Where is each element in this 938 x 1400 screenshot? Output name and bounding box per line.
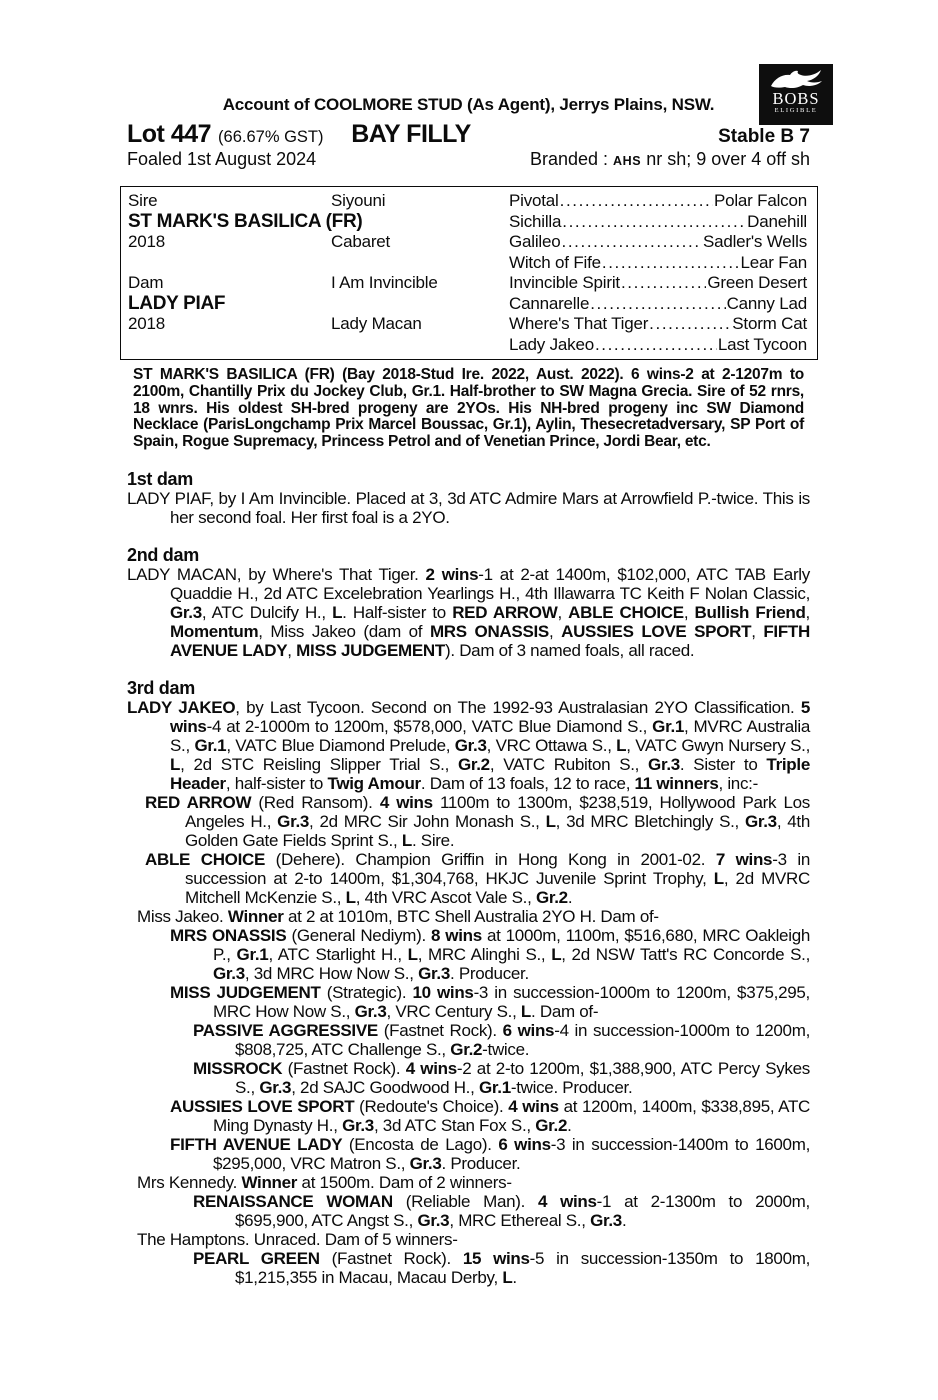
ancestor-row — [509, 335, 807, 356]
foaled-date: Foaled 1st August 2024 — [127, 149, 317, 169]
ancestor-name: Witch of Fife — [509, 252, 601, 272]
ancestor-sire: Danehill — [747, 211, 807, 231]
dam-heading: 3rd dam — [127, 677, 195, 698]
dot-leader — [562, 212, 746, 233]
ancestor-sire: Storm Cat — [732, 314, 807, 333]
foal-row — [127, 149, 810, 172]
sire-role-label: Sire — [128, 191, 158, 210]
dot-leader — [590, 294, 725, 315]
dam-ancestors-column — [509, 273, 807, 355]
dot-leader — [560, 191, 713, 212]
ancestor-row — [509, 212, 807, 233]
pedigree-paragraph: MISS JUDGEMENT (Strategic). 10 wins-3 in succession-1000m to 1200m, $375,295, MRC How Now S., Gr.3, VRC Century S., L. Dam of- — [170, 982, 810, 1021]
ancestor-name: Invincible Spirit — [509, 273, 620, 292]
pedigree-sire-half — [128, 191, 807, 273]
dot-leader — [621, 273, 706, 294]
ancestor-row — [509, 273, 807, 294]
branded-prefix: Branded : — [529, 149, 614, 169]
dam-section — [127, 546, 810, 660]
sire-blurb: ST MARK'S BASILICA (FR) (Bay 2018-Stud Ire. 2022, Aust. 2022). 6 wins-2 at 2-1207m to 2100m, Chantilly Prix du Jockey Club, Gr.1. Half-brother to SW Magna Grecia. Sire of 52 rnrs, 18 wnrs. His oldest SH-bred progeny are 2YOs. His NH-bred progeny inc SW Diamond Necklace (ParisLongchamp Prix Marcel Boussac, Gr.1), Aylin, Thesecretadversary, SP Port of Spain, Rogue Supremacy, Princess Petrol and of Venetian Prince, Jordi Bear, etc. — [133, 366, 804, 451]
ancestor-name: Sichilla — [509, 211, 562, 231]
dam-granddam: Lady Macan — [331, 314, 422, 333]
ancestor-row — [509, 253, 807, 274]
ancestor-sire: Green Desert — [707, 273, 807, 292]
ancestor-name: Pivotal — [509, 191, 559, 210]
account-line: Account of COOLMORE STUD (As Agent), Jerrys Plains, NSW. — [222, 95, 715, 114]
pedigree-paragraph: LADY PIAF, by I Am Invincible. Placed at 3, 3d ATC Admire Mars at Arrowfield P.-twice. This is her second foal. Her first foal is a 2YO. — [127, 488, 810, 527]
pedigree-paragraph: PASSIVE AGGRESSIVE (Fastnet Rock). 6 wins-4 in succession-1000m to 1200m, $808,725, ATC Challenge S., Gr.2-twice. — [193, 1020, 811, 1059]
pedigree-paragraph: ABLE CHOICE (Dehere). Champion Griffin in Hong Kong in 2001-02. 7 wins-3 in succession at 2-to 1400m, $1,304,768, HKJC Juvenile Sprint Trophy, L, 2d MVRC Mitchell McKenzie S., L, 4th VRC Ascot Vale S., Gr.2. — [145, 849, 810, 907]
dot-leader — [595, 335, 717, 356]
pedigree-paragraph: Miss Jakeo. Winner at 2 at 1010m, BTC Shell Australia 2YO H. Dam of- — [137, 906, 659, 926]
sire-name: ST MARK'S BASILICA (FR) — [128, 210, 363, 232]
pedigree-paragraph: Mrs Kennedy. Winner at 1500m. Dam of 2 winners- — [137, 1172, 512, 1192]
ancestor-row — [509, 294, 807, 315]
brand-code: AHS — [613, 154, 642, 168]
dam-section — [127, 470, 810, 527]
ancestor-sire: Last Tycoon — [717, 334, 807, 354]
bobs-logo-title: BOBS — [772, 89, 820, 108]
dam-heading: 2nd dam — [127, 544, 199, 565]
ancestor-row — [509, 232, 807, 253]
ancestor-name: Where's That Tiger — [509, 314, 649, 333]
pedigree-paragraph: FIFTH AVENUE LADY (Encosta de Lago). 6 wins-3 in succession-1400m to 1600m, $295,000, VRC Matron S., Gr.3. Producer. — [170, 1134, 811, 1173]
pedigree-paragraph: The Hamptons. Unraced. Dam of 5 winners- — [137, 1229, 458, 1249]
stable-number: Stable B 7 — [718, 126, 810, 147]
pedigree-dam-half — [128, 273, 807, 355]
ancestor-name: Lady Jakeo — [509, 334, 594, 354]
branded-suffix: nr sh; 9 over 4 off sh — [641, 149, 810, 169]
ancestor-name: Cannarelle — [509, 293, 590, 313]
dam-section — [127, 679, 810, 1287]
pedigree-paragraph: LADY MACAN, by Where's That Tiger. 2 wins-1 at 2-at 1400m, $102,000, ATC TAB Early Quaddie H., 2d ATC Excelebration Yearlings H., 4th Illawarra TC Keith F Nolan Classic, Gr.3, ATC Dulcify H., L. Half-sister to RED ARROW, ABLE CHOICE, Bullish Friend, Momentum, Miss Jakeo (dam of MRS ONASSIS, AUSSIES LOVE SPORT, FIFTH AVENUE LADY, MISS JUDGEMENT). Dam of 3 named foals, all raced. — [127, 564, 810, 660]
pedigree-paragraph: MRS ONASSIS (General Nediym). 8 wins at 1000m, 1100m, $516,680, MRC Oakleigh P., Gr.1, ATC Starlight H., L, MRC Alinghi S., L, 2d NSW Tatt's RC Concorde S., Gr.3, 3d MRC How Now S., Gr.3. Producer. — [170, 925, 810, 983]
dam-column — [128, 273, 331, 355]
branded-line — [530, 149, 810, 172]
ancestor-sire: Lear Fan — [740, 252, 807, 272]
pedigree-paragraph: RED ARROW (Red Ransom). 4 wins 1100m to 1300m, $238,519, Hollywood Park Los Angeles H., Gr.3, 2d MRC Sir John Monash S., L, 3d MRC Bletchingly S., Gr.3, 4th Golden Gate Fields Sprint S., L. Sire. — [145, 792, 810, 850]
dam-role-label: Dam — [128, 273, 164, 292]
pedigree-paragraph: RENAISSANCE WOMAN (Reliable Man). 4 wins-1 at 2-1300m to 2000m, $695,900, ATC Angst S., Gr.3, MRC Ethereal S., Gr.3. — [193, 1191, 810, 1230]
lot-number: Lot 447 — [127, 120, 212, 148]
sire-grandsire: Siyouni — [331, 191, 386, 210]
dot-leader — [562, 232, 702, 253]
sire-granddam: Cabaret — [331, 232, 391, 251]
ancestor-sire: Sadler's Wells — [702, 232, 807, 251]
dam-sections — [127, 470, 810, 1287]
sire-parents-column — [331, 191, 509, 273]
pedigree-paragraph: PEARL GREEN (Fastnet Rock). 15 wins-5 in succession-1350m to 1800m, $1,215,355 in Macau, Macau Derby, L. — [193, 1248, 811, 1287]
ancestor-sire: Polar Falcon — [713, 191, 807, 210]
dot-leader — [602, 253, 740, 274]
sire-ancestors-column — [509, 191, 807, 273]
dam-name: LADY PIAF — [128, 292, 226, 314]
page-title: BAY FILLY — [351, 120, 471, 148]
sire-year: 2018 — [128, 232, 166, 251]
pedigree-table — [120, 186, 818, 360]
ancestor-row — [509, 191, 807, 212]
dot-leader — [649, 314, 731, 335]
ancestor-sire: Canny Lad — [726, 293, 807, 313]
dam-year: 2018 — [128, 314, 166, 333]
dam-grandsire: I Am Invincible — [331, 273, 438, 292]
lot-row — [127, 120, 810, 147]
ancestor-row — [509, 314, 807, 335]
gst-note: (66.67% GST) — [218, 128, 324, 146]
bobs-logo-subtitle: ELIGIBLE — [774, 107, 818, 114]
pedigree-paragraph: MISSROCK (Fastnet Rock). 4 wins-2 at 2-to 1200m, $1,388,900, ATC Percy Sykes S., Gr.3, 2d SAJC Goodwood H., Gr.1-twice. Producer. — [193, 1058, 810, 1097]
catalogue-content — [127, 0, 810, 1287]
pedigree-paragraph: LADY JAKEO, by Last Tycoon. Second on The 1992-93 Australasian 2YO Classification. 5 wins-4 at 2-1000m to 1200m, $578,000, VATC Blue Diamond S., Gr.1, MVRC Australia S., Gr.1, VATC Blue Diamond Prelude, Gr.3, VRC Ottawa S., L, VATC Gwyn Nursery S., L, 2d STC Reisling Slipper Trial S., Gr.2, VATC Rubiton S., Gr.3. Sister to Triple Header, half-sister to Twig Amour. Dam of 13 foals, 12 to race, 11 winners, inc:- — [127, 697, 810, 793]
dam-parents-column — [331, 273, 509, 355]
pedigree-paragraph: AUSSIES LOVE SPORT (Redoute's Choice). 4 wins at 1200m, 1400m, $338,895, ATC Ming Dynasty H., Gr.3, 3d ATC Stan Fox S., Gr.2. — [170, 1096, 811, 1135]
dam-heading: 1st dam — [127, 468, 193, 489]
ancestor-name: Galileo — [509, 232, 561, 251]
